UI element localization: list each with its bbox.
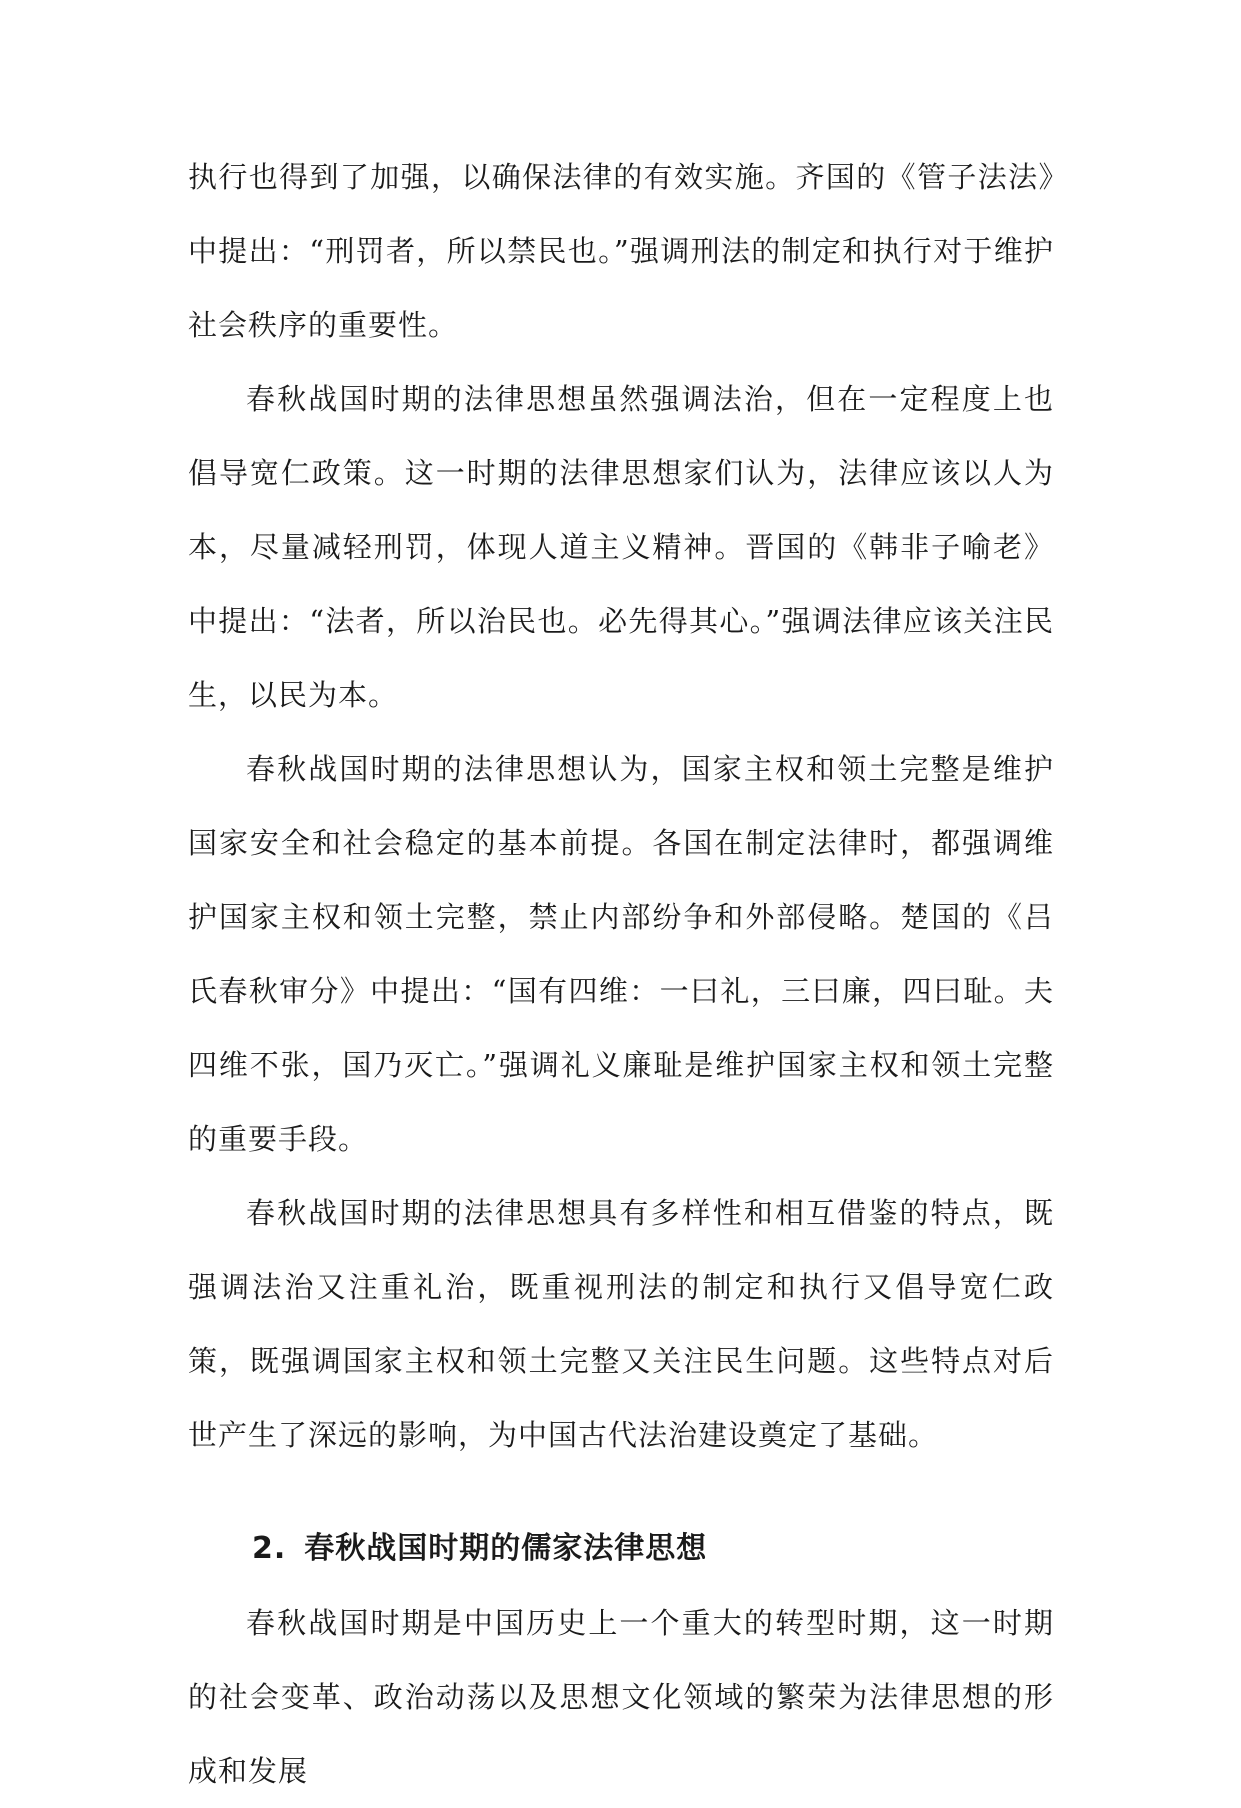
section-heading [188, 1512, 1054, 1586]
section-heading-title: 春秋战国时期的儒家法律思想 [304, 1531, 708, 1566]
body-paragraph-3: 春秋战国时期的法律思想认为，国家主权和领土完整是维护国家安全和社会稳定的基本前提。各国在制定法律时，都强调维护国家主权和领土完整，禁止内部纷争和外部侵略。楚国的《吕氏春秋审分》中提出：“国有四维：一曰礼，三曰廉，四曰耻。夫四维不张，国乃灭亡。”强调礼义廉耻是维护国家主权和领土完整的重要手段。 [188, 752, 1054, 1156]
body-paragraph-4: 春秋战国时期的法律思想具有多样性和相互借鉴的特点，既强调法治又注重礼治，既重视刑法的制定和执行又倡导宽仁政策，既强调国家主权和领土完整又关注民生问题。这些特点对后世产生了深远的影响，为中国古代法治建设奠定了基础。 [188, 1196, 1054, 1452]
body-paragraph-1: 执行也得到了加强，以确保法律的有效实施。齐国的《管子法法》中提出：“刑罚者，所以禁民也。”强调刑法的制定和执行对于维护社会秩序的重要性。 [188, 160, 1054, 342]
body-paragraph-2: 春秋战国时期的法律思想虽然强调法治，但在一定程度上也倡导宽仁政策。这一时期的法律思想家们认为，法律应该以人为本，尽量减轻刑罚，体现人道主义精神。晋国的《韩非子喻老》中提出：“法者，所以治民也。必先得其心。”强调法律应该关注民生，以民为本。 [188, 382, 1054, 712]
section-paragraph-1: 春秋战国时期是中国历史上一个重大的转型时期，这一时期的社会变革、政治动荡以及思想文化领域的繁荣为法律思想的形成和发展 [188, 1606, 1054, 1788]
section-heading-number: 2. [252, 1531, 287, 1566]
document-body [188, 140, 1054, 1808]
